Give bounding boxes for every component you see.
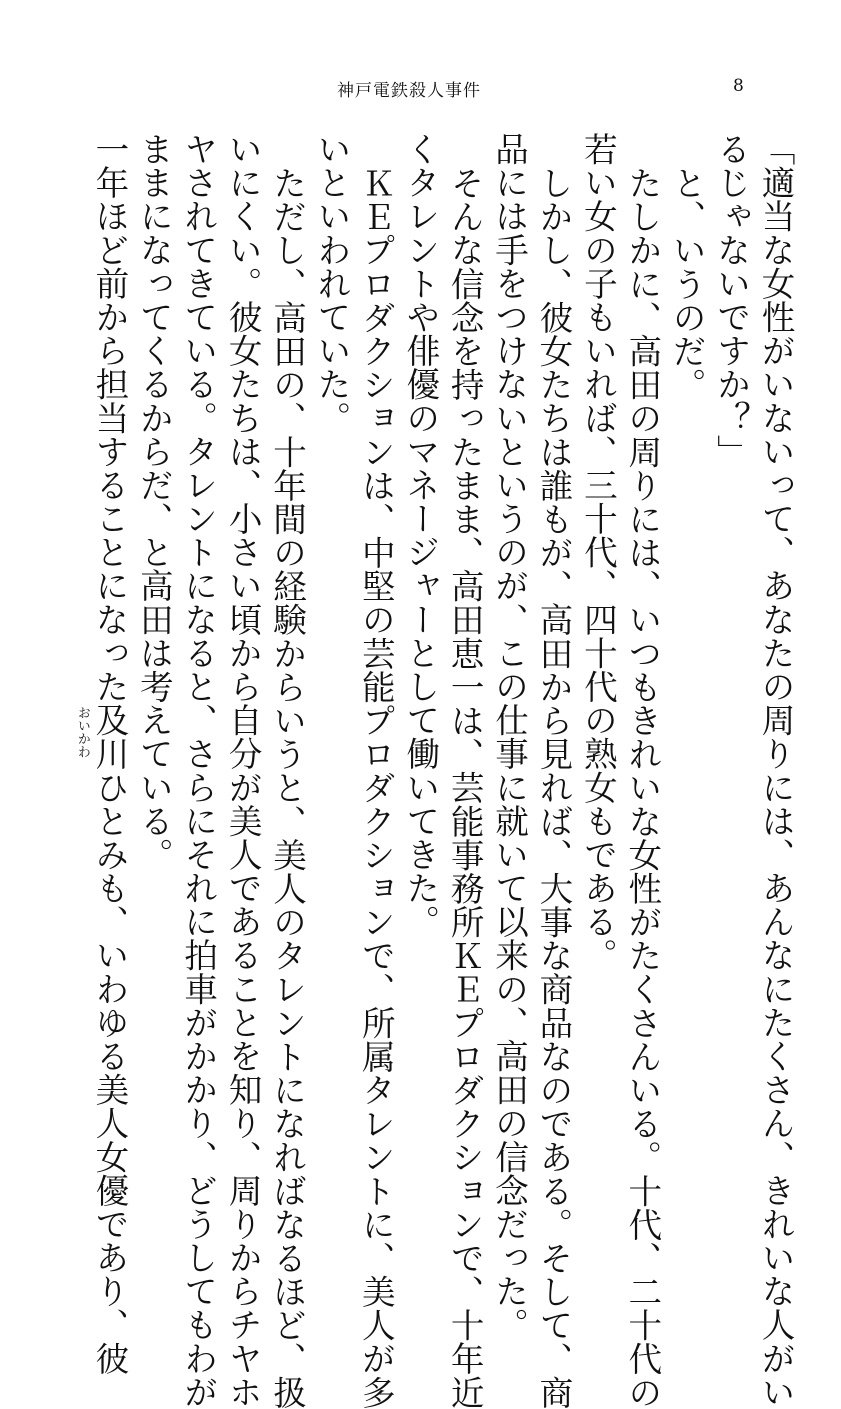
text-line: 若い女の子もいれば、三十代、四十代の熟女もである。 xyxy=(578,132,618,972)
text-line: 品には手をつけないというのが、この仕事に就いて以来の、高田の信念だった。 xyxy=(489,132,529,1342)
text-line: くタレントや俳優のマネージャーとして働いてきた。 xyxy=(400,132,440,939)
text-line: ヤされてきている。タレントになると、さらにそれに拍車がかかり、どうしてもわが xyxy=(178,132,218,1409)
text-line: と、いうのだ。 xyxy=(667,166,707,402)
vertical-body-text xyxy=(74,132,798,1409)
text-line: ただし、高田の、十年間の経験からいうと、美人のタレントになればなるほど、扱 xyxy=(267,166,307,1409)
text-line: しかし、彼女たちは誰もが、高田から見れば、大事な商品なのである。そして、商 xyxy=(533,166,573,1409)
text-line: そんな信念を持ったまま、高田恵一は、芸能事務所ＫＥプロダクションで、十年近 xyxy=(445,166,485,1409)
text-line: いといわれていた。 xyxy=(311,132,351,435)
text-line-with-ruby xyxy=(74,132,131,1375)
ruby-reading: おいかわ xyxy=(74,706,90,759)
ruby-word xyxy=(74,703,129,771)
running-header-title: 神戸電鉄殺人事件 xyxy=(337,81,481,101)
text-line: ままになってくるからだ、と高田は考えている。 xyxy=(134,132,174,871)
text-segment: 一年ほど前から担当することになった xyxy=(89,132,129,704)
text-line: いにくい。彼女たちは、小さい頃から自分が美人であることを知り、周りからチヤホ xyxy=(223,132,263,1409)
text-segment: ひとみも、いわゆる美人女優であり、彼 xyxy=(89,770,129,1375)
page-number: 8 xyxy=(733,76,744,96)
text-line: たしかに、高田の周りには、いつもきれいな女性がたくさんいる。十代、二十代の xyxy=(622,166,662,1409)
text-line: ＫＥプロダクションは、中堅の芸能プロダクションで、所属タレントに、美人が多 xyxy=(356,166,396,1409)
text-line: 「適当な女性がいないって、あなたの周りには、あんなにたくさん、きれいな人がい xyxy=(756,132,795,1409)
ruby-base: 及川 xyxy=(89,703,129,771)
text-line: るじゃないですか？」 xyxy=(711,132,751,468)
